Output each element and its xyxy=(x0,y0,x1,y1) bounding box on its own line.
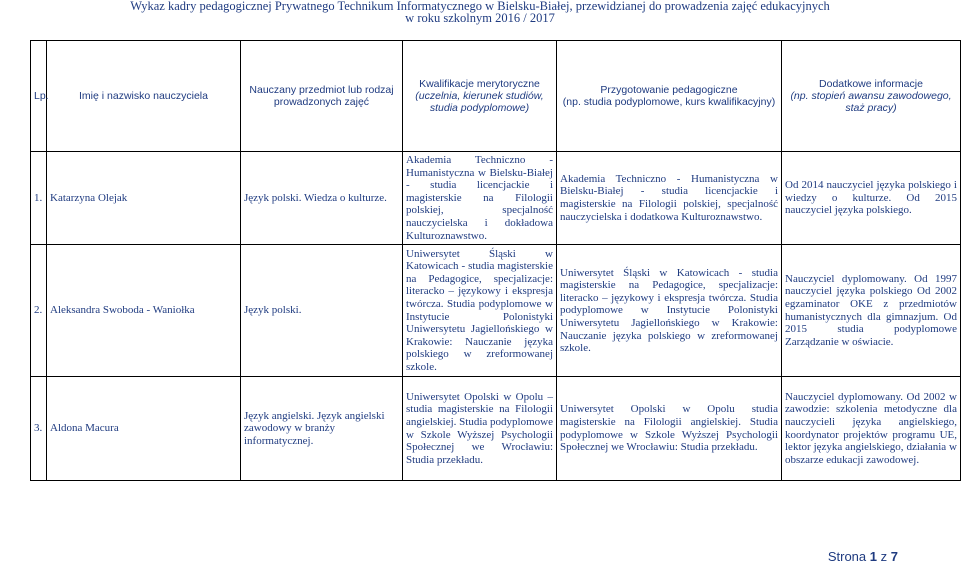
header-subject: Nauczany przedmiot lub rodzaj prowadzonych zajęć xyxy=(241,41,403,152)
row-pedagogical: Uniwersytet Śląski w Katowicach - studia magisterskie na Pedagogice, specjalizacje: literacko – językowy i ekspresja twórcza. Studia podyplomowe w Instytucie Polonistyki Uniwersytetu Jagiellońskiego w Krakowie: Nauczanie języka polskiego w zreformowanej szkole. xyxy=(557,245,782,377)
page-label: Strona xyxy=(827,549,867,564)
row-subject: Język polski. xyxy=(241,245,403,377)
table-row xyxy=(31,152,961,245)
staff-table xyxy=(30,40,961,481)
header-qualifications-title: Kwalifikacje merytoryczne xyxy=(419,78,540,90)
row-info: Nauczyciel dyplomowany. Od 2002 w zawodzie: szkolenia metodyczne dla nauczycieli języka angielskiego, koordynator projektów programu UE, lektor języka angielskiego, działania w obszarze edukacji zawodowej. xyxy=(782,377,961,481)
row-subject: Język polski. Wiedza o kulturze. xyxy=(241,152,403,245)
row-info: Nauczyciel dyplomowany. Od 1997 nauczyciel języka polskiego Od 2002 egzaminator OKE z przedmiotów humanistycznych dla gimnazjum. Od 2015 studia podyplomowe Zarządzanie w oświacie. xyxy=(782,245,961,377)
table-row xyxy=(31,245,961,377)
row-qualifications: Uniwersytet Śląski w Katowicach - studia magisterskie na Pedagogice, specjalizacje: literacko – językowy i ekspresja twórcza. Studia podyplomowe w Instytucie Polonistyki Uniwersytetu Jagiellońskiego w Krakowie: Nauczanie języka polskiego w zreformowanej szkole. xyxy=(403,245,557,377)
title-line-2: w roku szkolnym 2016 / 2017 xyxy=(405,11,555,25)
header-pedagogical xyxy=(557,41,782,152)
document-title xyxy=(0,0,960,24)
table-row xyxy=(31,377,961,481)
row-pedagogical: Uniwersytet Opolski w Opolu studia magisterskie na Filologii angielskiej. Studia podyplomowe w Szkole Wyższej Psychologii Społecznej we Wrocławiu: Studia przekładu. xyxy=(557,377,782,481)
page-total: 7 xyxy=(890,549,898,564)
header-name: Imię i nazwisko nauczyciela xyxy=(47,41,241,152)
row-qualifications: Akademia Techniczno - Humanistyczna w Bielsku-Białej - studia licencjackie i magisterskie na Filologii polskiej, specjalność nauczycielska i dokładowa Kulturoznawstwo. xyxy=(403,152,557,245)
row-lp: 3. xyxy=(31,377,47,481)
header-pedagogical-sub: (np. studia podyplomowe, kurs kwalifikacyjny) xyxy=(562,96,776,108)
header-lp: Lp. xyxy=(31,41,47,152)
header-qualifications-sub: (uczelnia, kierunek studiów, studia podyplomowe) xyxy=(415,90,544,114)
row-name: Katarzyna Olejak xyxy=(47,152,241,245)
header-pedagogical-title: Przygotowanie pedagogiczne xyxy=(600,84,738,96)
row-info: Od 2014 nauczyciel języka polskiego i wiedzy o kulturze. Od 2015 nauczyciel języka polskiego. xyxy=(782,152,961,245)
row-name: Aldona Macura xyxy=(47,377,241,481)
page-sep: z xyxy=(880,549,888,564)
header-qualifications xyxy=(403,41,557,152)
title-line-1: Wykaz kadry pedagogicznej Prywatnego Technikum Informatycznego w Bielsku-Białej, przewidzianej do prowadzenia zajęć edukacyjnych xyxy=(130,0,830,13)
row-subject: Język angielski. Język angielski zawodowy w branży informatycznej. xyxy=(241,377,403,481)
header-info-title: Dodatkowe informacje xyxy=(819,78,923,90)
row-lp: 1. xyxy=(31,152,47,245)
page-current: 1 xyxy=(869,549,878,564)
row-qualifications: Uniwersytet Opolski w Opolu – studia magisterskie na Filologii angielskiej. Studia podyplomowe w Szkole Wyższej Psychologii Społecznej we Wrocławiu: Studia przekładu. xyxy=(403,377,557,481)
page-number xyxy=(828,549,898,564)
row-name: Aleksandra Swoboda - Waniołka xyxy=(47,245,241,377)
row-lp: 2. xyxy=(31,245,47,377)
row-pedagogical: Akademia Techniczno - Humanistyczna w Bielsku-Białej - studia licencjackie i magisterskie na Filologii polskiej, specjalność nauczycielska i dodatkowa Kulturoznawstwo. xyxy=(557,152,782,245)
table-header-row xyxy=(31,41,961,152)
header-info-sub: (np. stopień awansu zawodowego, staż pracy) xyxy=(790,90,952,114)
header-info xyxy=(782,41,961,152)
